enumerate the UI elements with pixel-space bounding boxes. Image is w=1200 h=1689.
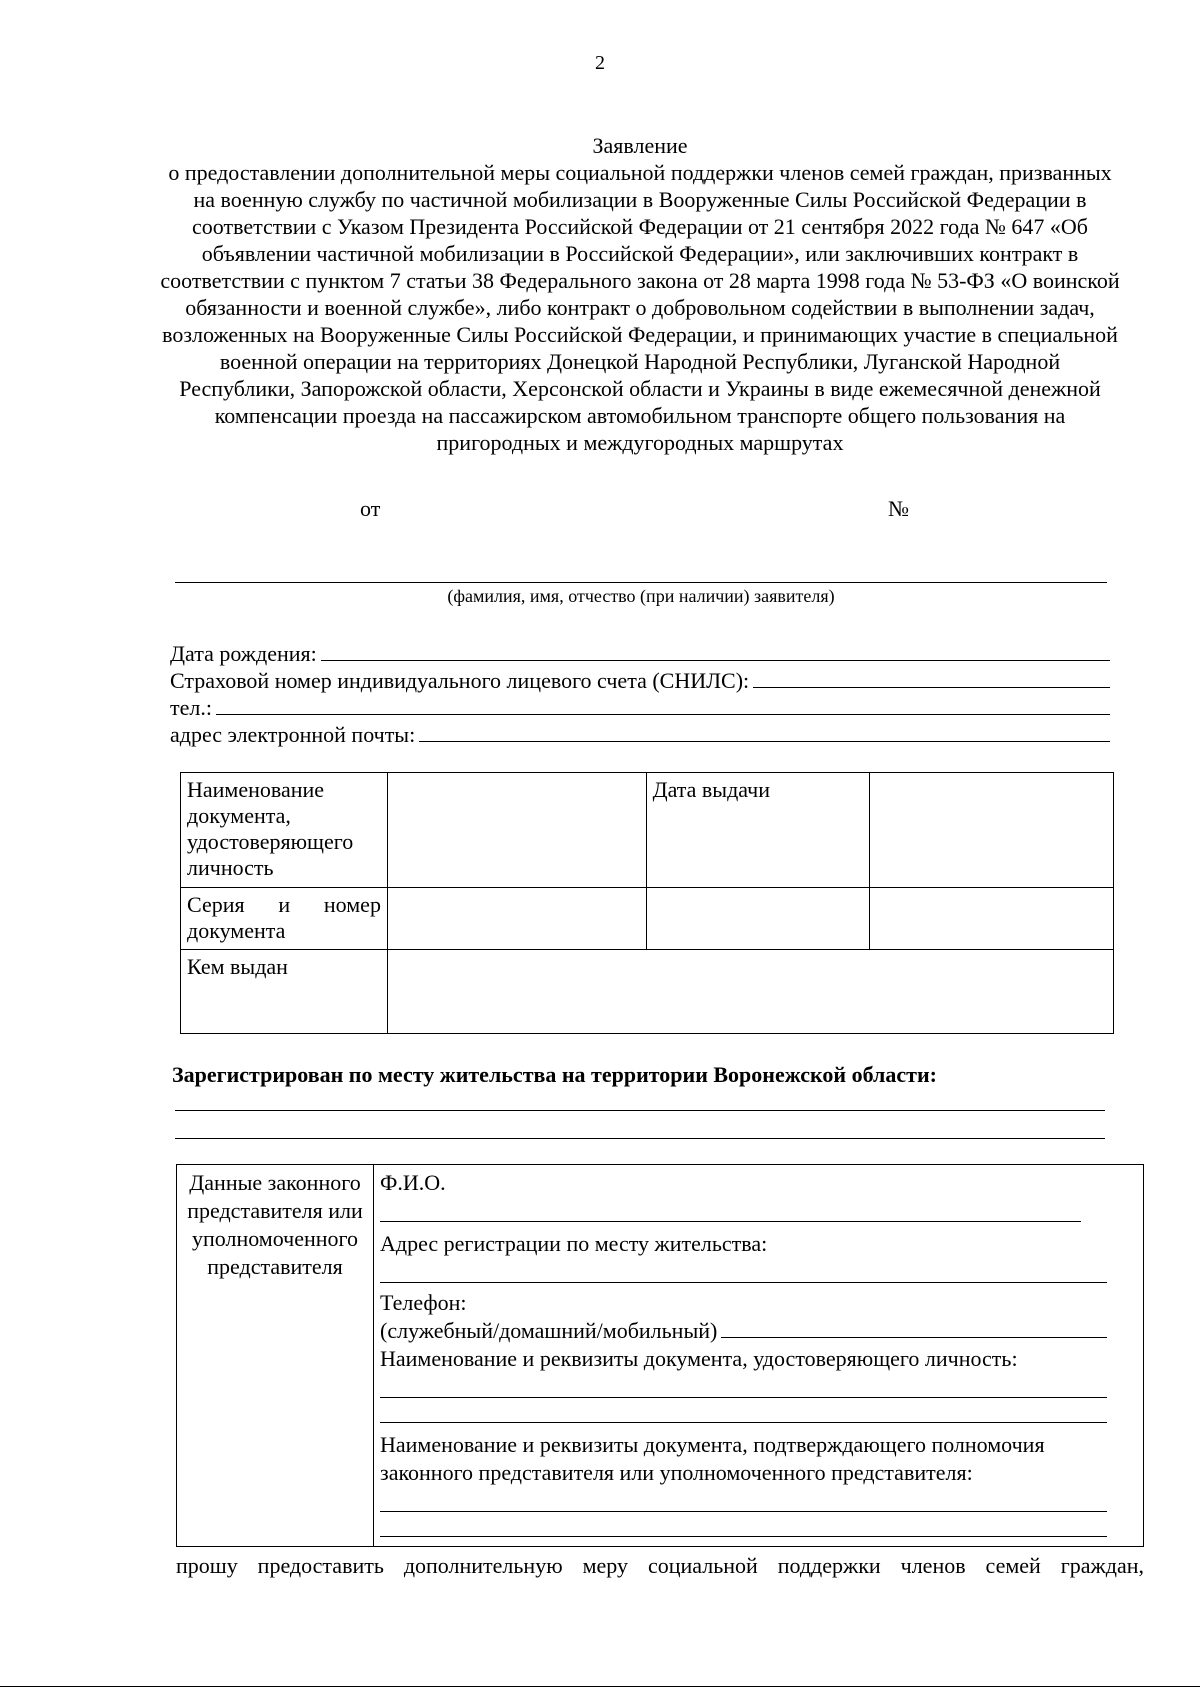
page-number: 2 xyxy=(595,52,605,74)
snils-label: Страховой номер индивидуального лицевого счета (СНИЛС): xyxy=(170,668,750,693)
request-text: прошу предоставить дополнительную меру социальной поддержки членов семей граждан, xyxy=(176,1553,1144,1578)
rep-address-field[interactable] xyxy=(380,1260,1107,1283)
rep-phone-label: Телефон: xyxy=(380,1290,467,1315)
statement-header xyxy=(160,132,1120,456)
phone-field[interactable] xyxy=(216,694,1110,715)
birth-date-label: Дата рождения: xyxy=(170,641,317,666)
email-row xyxy=(170,721,1110,748)
applicant-name-caption: (фамилия, имя, отчество (при наличии) заявителя) xyxy=(447,586,835,606)
phone-label: тел.: xyxy=(170,695,212,720)
snils-row xyxy=(170,667,1110,694)
representative-table xyxy=(176,1164,1144,1547)
email-label: адрес электронной почты: xyxy=(170,722,416,747)
identity-document-table xyxy=(180,772,1114,1034)
registration-address-line-1[interactable] xyxy=(175,1110,1105,1111)
representative-label: Данные законного представителя или уполномоченного представителя xyxy=(177,1165,374,1547)
email-field[interactable] xyxy=(419,721,1110,742)
doc-name-label: Наименование документа, удостоверяющего личность xyxy=(181,773,388,888)
rep-phone-row xyxy=(380,1317,1137,1345)
birth-date-row xyxy=(170,640,1110,667)
statement-title: Заявление xyxy=(592,133,688,158)
rep-fio-field[interactable] xyxy=(380,1199,1081,1222)
representative-details xyxy=(374,1165,1144,1547)
page-bottom-rule xyxy=(0,1686,1200,1687)
extra-value[interactable] xyxy=(870,888,1114,950)
issued-by-label: Кем выдан xyxy=(181,950,388,1034)
doc-name-value[interactable] xyxy=(387,773,646,888)
series-number-label: Серия и номер документа xyxy=(181,888,388,950)
birth-date-field[interactable] xyxy=(321,640,1110,661)
statement-subtitle: о предоставлении дополнительной меры социальной поддержки членов семей граждан, призванных на военную службу по частичной мобилизации в Вооруженные Силы Российской Федерации в соответствии с Указом Президента Российской Федерации от 21 сентября 2022 года № 647 «Об объявлении частичной мобилизации в Российской Федерации», или заключивших контракт в соответствии с пунктом 7 статьи 38 Федерального закона от 28 марта 1998 года № 53-ФЗ «О воинской обязанности и военной службе», либо контракт о добровольном содействии в выполнении задач, возложенных на Вооруженные Силы Российской Федерации, и принимающих участие в специальной военной операции на территориях Донецкой Народной Республики, Луганской Народной Республики, Запорожской области, Херсонской области и Украины в виде ежемесячной денежной компенсации проезда на пассажирском автомобильном транспорте общего пользования на пригородных и междугородных маршрутах xyxy=(160,160,1120,455)
series-value[interactable] xyxy=(387,888,646,950)
number-value[interactable] xyxy=(646,888,870,950)
rep-id-doc-field-2[interactable] xyxy=(380,1400,1107,1423)
rep-id-doc-field-1[interactable] xyxy=(380,1375,1107,1398)
issue-date-value[interactable] xyxy=(870,773,1114,888)
rep-phone-field[interactable] xyxy=(721,1317,1107,1338)
rep-id-doc-label: Наименование и реквизиты документа, удостоверяющего личность: xyxy=(380,1346,1018,1371)
rep-authority-doc-field-1[interactable] xyxy=(380,1489,1107,1512)
rep-address-label: Адрес регистрации по месту жительства: xyxy=(380,1231,768,1256)
issued-by-value[interactable] xyxy=(387,950,1113,1034)
phone-row xyxy=(170,694,1110,721)
number-label: № xyxy=(888,496,909,521)
issue-date-label: Дата выдачи xyxy=(646,773,870,888)
rep-authority-doc-label: Наименование и реквизиты документа, подтверждающего полномочия законного представителя или уполномоченного представителя: xyxy=(380,1432,1045,1485)
registration-label: Зарегистрирован по месту жительства на территории Воронежской области: xyxy=(172,1062,937,1087)
registration-address-line-2[interactable] xyxy=(175,1138,1105,1139)
from-label: от xyxy=(360,496,381,521)
applicant-name-field[interactable] xyxy=(175,582,1107,583)
rep-authority-doc-field-2[interactable] xyxy=(380,1514,1107,1537)
snils-field[interactable] xyxy=(753,667,1110,688)
rep-fio-label: Ф.И.О. xyxy=(380,1170,446,1195)
rep-phone-types: (служебный/домашний/мобильный) xyxy=(380,1318,718,1343)
